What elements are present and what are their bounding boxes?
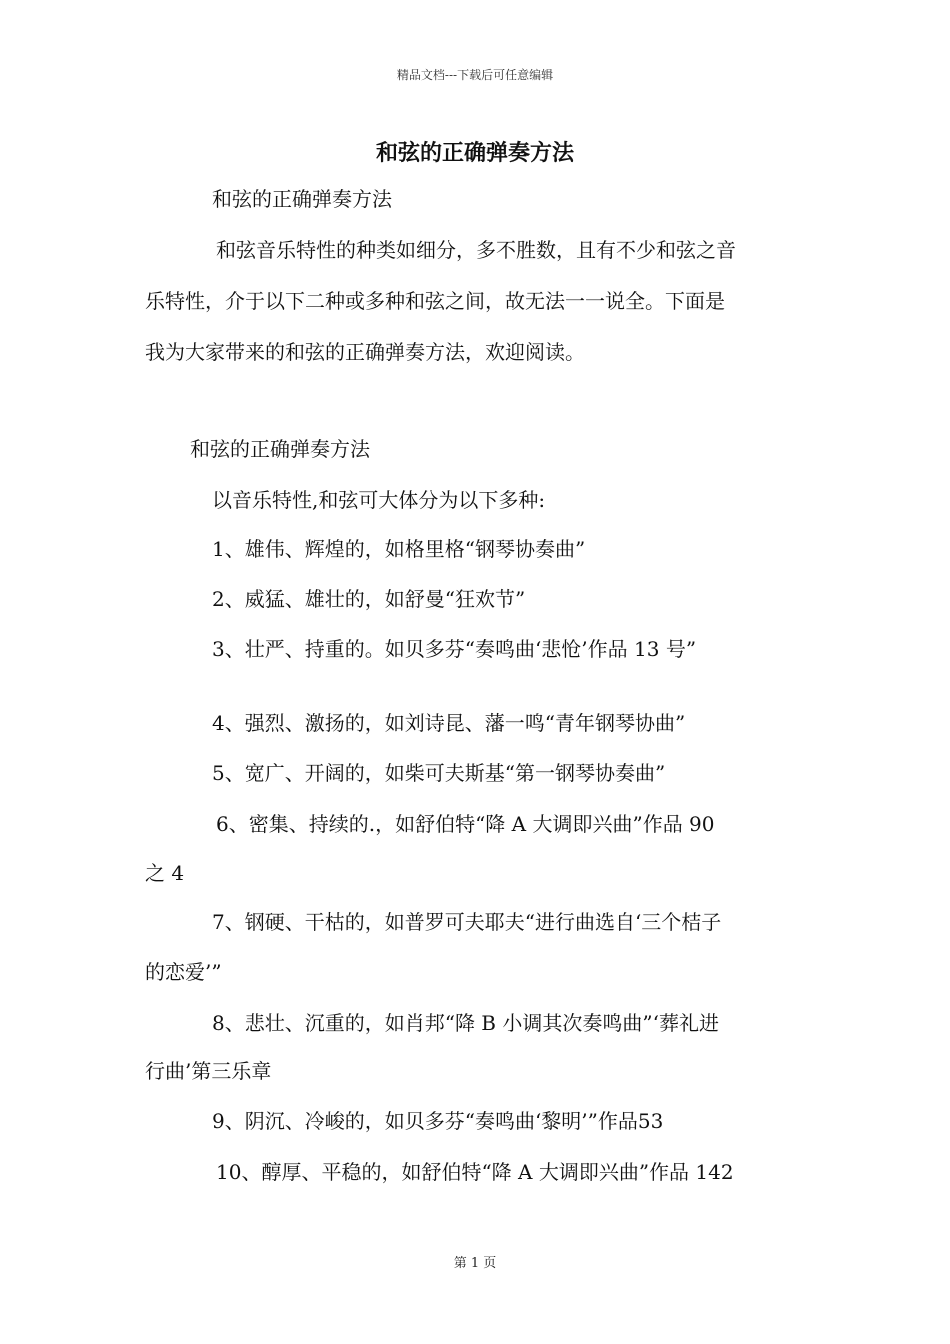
- document-title: 和弦的正确弹奏方法: [375, 140, 574, 166]
- list-item-3: 3、壮严、持重的。如贝多芬“奏鸣曲‘悲怆’作品 13 号”: [212, 637, 697, 661]
- list-item-4: 4、强烈、激扬的，如刘诗昆、藩一鸣“青年钢琴协曲”: [212, 711, 686, 735]
- intro-line-2: 乐特性，介于以下二种或多种和弦之间，故无法一一说全。下面是: [145, 289, 725, 313]
- lead-text: 以音乐特性,和弦可大体分为以下多种:: [212, 488, 546, 512]
- section-heading: 和弦的正确弹奏方法: [190, 437, 370, 461]
- list-item-7-cont: 的恋爱’”: [145, 960, 222, 984]
- subtitle: 和弦的正确弹奏方法: [212, 187, 392, 211]
- list-item-5: 5、宽广、开阔的，如柴可夫斯基“第一钢琴协奏曲”: [212, 761, 666, 785]
- list-item-7: 7、钢硬、干枯的，如普罗可夫耶夫“进行曲选自‘三个桔子: [212, 910, 722, 934]
- intro-line-3: 我为大家带来的和弦的正确弹奏方法，欢迎阅读。: [145, 340, 585, 364]
- list-item-10: 10、醇厚、平稳的，如舒伯特“降 A 大调即兴曲”作品 142: [216, 1160, 734, 1184]
- list-item-8: 8、悲壮、沉重的，如肖邦“降 B 小调其次奏鸣曲”‘葬礼进: [212, 1011, 719, 1035]
- list-item-2: 2、威猛、雄壮的，如舒曼“狂欢节”: [212, 587, 526, 611]
- list-item-8-cont: 行曲’第三乐章: [145, 1059, 272, 1083]
- intro-line-1: 和弦音乐特性的种类如细分，多不胜数，且有不少和弦之音: [216, 238, 736, 262]
- page-header: 精品文档---下载后可任意编辑: [396, 68, 554, 82]
- page-number: 第 1 页: [453, 1256, 497, 1271]
- list-item-6-cont: 之 4: [145, 861, 185, 885]
- list-item-6: 6、密集、持续的.，如舒伯特“降 A 大调即兴曲”作品 90: [216, 812, 715, 836]
- list-item-9: 9、阴沉、冷峻的，如贝多芬“奏鸣曲‘黎明’”作品53: [212, 1109, 664, 1133]
- list-item-1: 1、雄伟、辉煌的，如格里格“钢琴协奏曲”: [212, 537, 586, 561]
